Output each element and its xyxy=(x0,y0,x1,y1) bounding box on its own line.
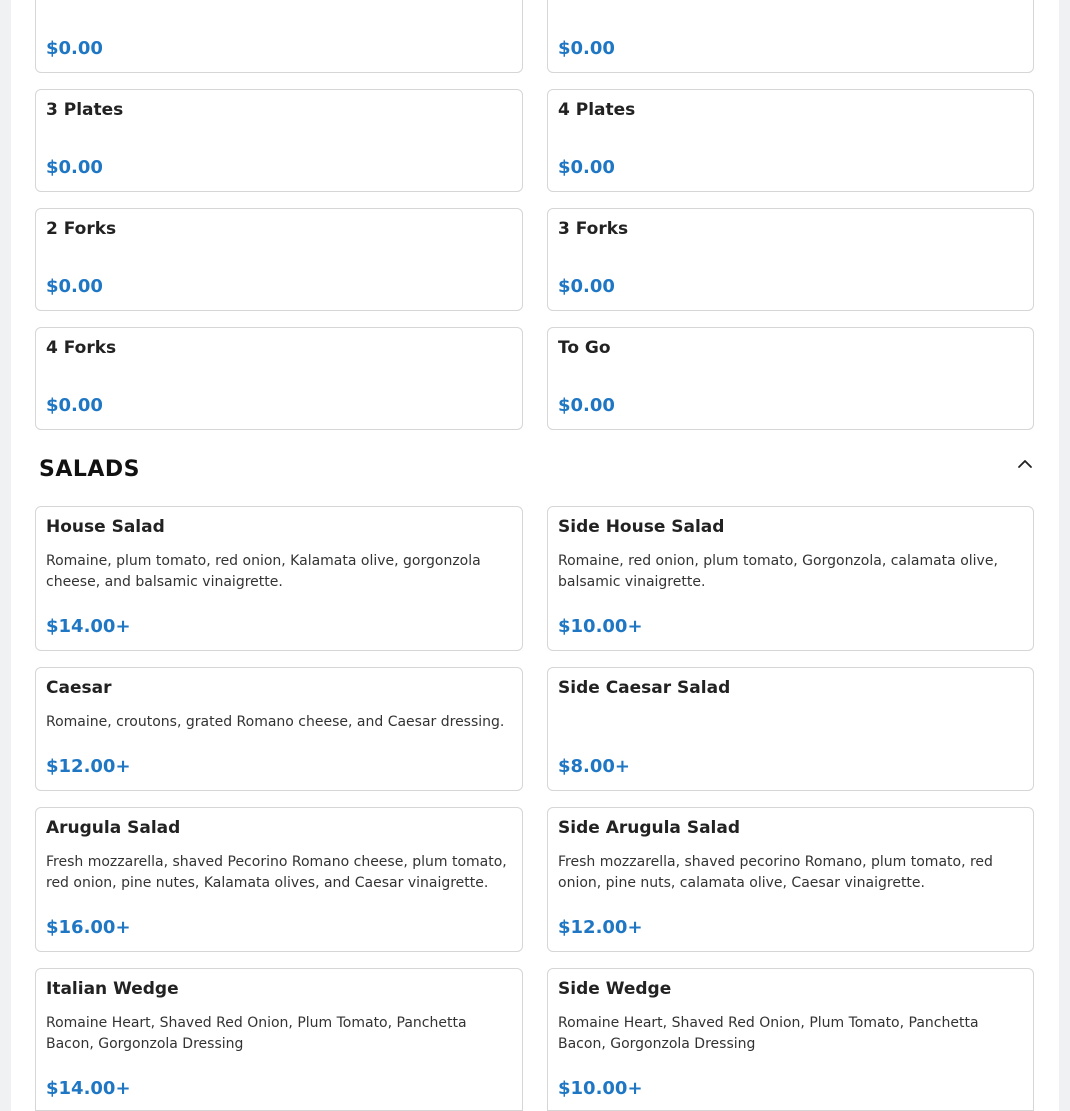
item-description: Fresh mozzarella, shaved pecorino Romano, plum tomato, red onion, pine nuts, calamata olive, Caesar vinaigrette. xyxy=(558,854,993,891)
menu-item-card[interactable] xyxy=(547,667,1034,791)
item-description: Romaine Heart, Shaved Red Onion, Plum Tomato, Panchetta Bacon, Gorgonzola Dressing xyxy=(46,1015,467,1052)
item-price: $14.00+ xyxy=(46,1078,131,1099)
item-price: $14.00+ xyxy=(46,616,131,637)
item-description: Romaine Heart, Shaved Red Onion, Plum Tomato, Panchetta Bacon, Gorgonzola Dressing xyxy=(558,1015,979,1052)
menu-item-card[interactable] xyxy=(35,807,523,952)
menu-item-card[interactable] xyxy=(547,0,1034,73)
item-description: Romaine, red onion, plum tomato, Gorgonzola, calamata olive, balsamic vinaigrette. xyxy=(558,553,998,590)
item-price: $0.00 xyxy=(558,38,615,59)
collapse-section-button[interactable] xyxy=(1014,453,1036,475)
item-name: Italian Wedge xyxy=(46,979,179,999)
menu-item-card[interactable] xyxy=(35,327,523,430)
item-description: Fresh mozzarella, shaved Pecorino Romano cheese, plum tomato, red onion, pine nutes, Kalamata olives, and Caesar vinaigrette. xyxy=(46,854,507,891)
item-name: 4 Plates xyxy=(558,100,636,120)
item-price: $0.00 xyxy=(558,276,615,297)
menu-item-card[interactable] xyxy=(547,327,1034,430)
item-name: Side Caesar Salad xyxy=(558,678,731,698)
menu-item-card[interactable] xyxy=(547,968,1034,1111)
menu-item-card[interactable] xyxy=(35,506,523,651)
item-name: To Go xyxy=(558,338,611,358)
item-price: $0.00 xyxy=(558,395,615,416)
chevron-up-icon xyxy=(1014,453,1036,475)
menu-item-card[interactable] xyxy=(547,208,1034,311)
menu-item-card[interactable] xyxy=(35,0,523,73)
item-name: House Salad xyxy=(46,517,165,537)
item-price: $10.00+ xyxy=(558,616,643,637)
item-price: $16.00+ xyxy=(46,917,131,938)
item-name: 4 Forks xyxy=(46,338,117,358)
item-name: Side House Salad xyxy=(558,517,725,537)
section-title-salads: SALADS xyxy=(39,457,141,482)
item-price: $8.00+ xyxy=(558,756,631,777)
item-name: Side Arugula Salad xyxy=(558,818,741,838)
menu-item-card[interactable] xyxy=(547,89,1034,192)
item-name: 3 Forks xyxy=(558,219,629,239)
item-price: $12.00+ xyxy=(558,917,643,938)
menu-item-card[interactable] xyxy=(35,968,523,1111)
item-description: Romaine, plum tomato, red onion, Kalamata olive, gorgonzola cheese, and balsamic vinaigrette. xyxy=(46,553,481,590)
item-name: Caesar xyxy=(46,678,112,698)
item-price: $0.00 xyxy=(46,276,103,297)
menu-item-card[interactable] xyxy=(35,208,523,311)
menu-item-card[interactable] xyxy=(547,807,1034,952)
item-price: $0.00 xyxy=(46,38,103,59)
menu-item-card[interactable] xyxy=(35,667,523,791)
item-price: $0.00 xyxy=(46,157,103,178)
item-name: Side Wedge xyxy=(558,979,672,999)
item-name: 2 Forks xyxy=(46,219,117,239)
menu-item-card[interactable] xyxy=(35,89,523,192)
menu-page xyxy=(11,0,1059,1111)
item-price: $10.00+ xyxy=(558,1078,643,1099)
item-name: Arugula Salad xyxy=(46,818,181,838)
item-price: $0.00 xyxy=(558,157,615,178)
item-price: $0.00 xyxy=(46,395,103,416)
item-description: Romaine, croutons, grated Romano cheese, and Caesar dressing. xyxy=(46,714,505,730)
item-price: $12.00+ xyxy=(46,756,131,777)
item-name: 3 Plates xyxy=(46,100,124,120)
menu-item-card[interactable] xyxy=(547,506,1034,651)
